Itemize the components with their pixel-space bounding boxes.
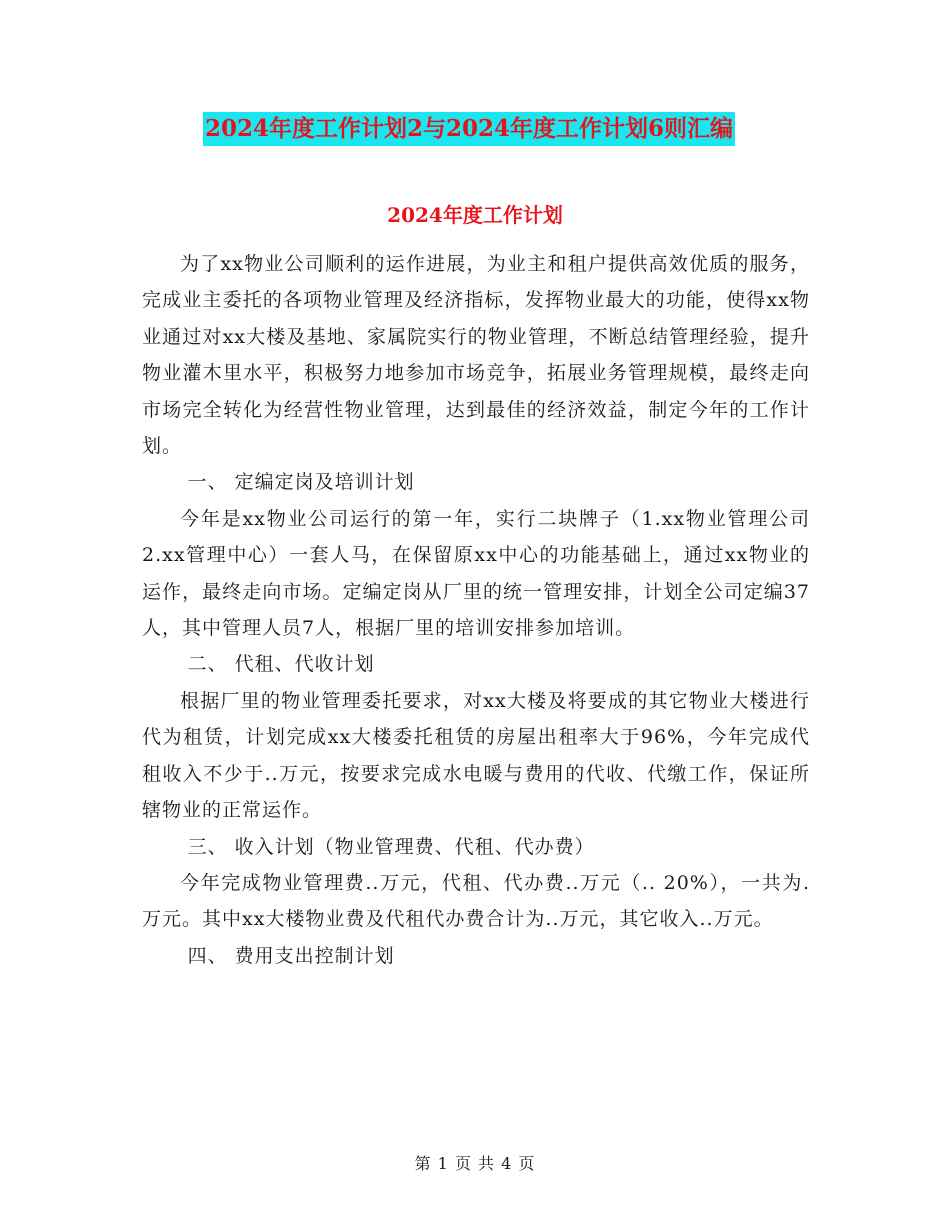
page-number: 第 1 页 共 4 页 [414, 1154, 536, 1173]
section-heading-2: 二、 代租、代收计划 [187, 653, 375, 676]
section-title: 2024年度工作计划 [387, 203, 563, 227]
section-heading-1: 一、 定编定岗及培训计划 [187, 471, 415, 494]
section-heading-3: 三、 收入计划（物业管理费、代租、代办费） [187, 835, 595, 858]
document-main-title: 2024年度工作计划2与2024年度工作计划6则汇编 [203, 112, 735, 146]
body-paragraph: 今年完成物业管理费..万元，代租、代办费..万元（.. 20%），一共为.万元。其中xx大楼物业费及代租代办费合计为..万元，其它收入..万元。 [142, 871, 810, 931]
intro-paragraph: 为了xx物业公司顺利的运作进展，为业主和租户提供高效优质的服务，完成业主委托的各项物业管理及经济指标，发挥物业最大的功能，使得xx物业通过对xx大楼及基地、家属院实行的物业管理，不断总结管理经验，提升物业灌木里水平，积极努力地参加市场竞争，拓展业务管理规模，最终走向市场完全转化为经营性物业管理，达到最佳的经济效益，制定今年的工作计划。 [142, 253, 810, 458]
document-body [142, 246, 810, 974]
body-paragraph: 根据厂里的物业管理委托要求，对xx大楼及将要成的其它物业大楼进行代为租赁，计划完成xx大楼委托租赁的房屋出租率大于96%，今年完成代租收入不少于..万元，按要求完成水电暖与费用的代收、代缴工作，保证所辖物业的正常运作。 [142, 689, 810, 822]
body-paragraph: 今年是xx物业公司运行的第一年，实行二块牌子（1.xx物业管理公司 2.xx管理中心）一套人马，在保留原xx中心的功能基础上，通过xx物业的运作，最终走向市场。定编定岗从厂里的统一管理安排，计划全公司定编37人，其中管理人员7人，根据厂里的培训安排参加培训。 [142, 507, 810, 640]
section-heading-4: 四、 费用支出控制计划 [187, 944, 395, 967]
